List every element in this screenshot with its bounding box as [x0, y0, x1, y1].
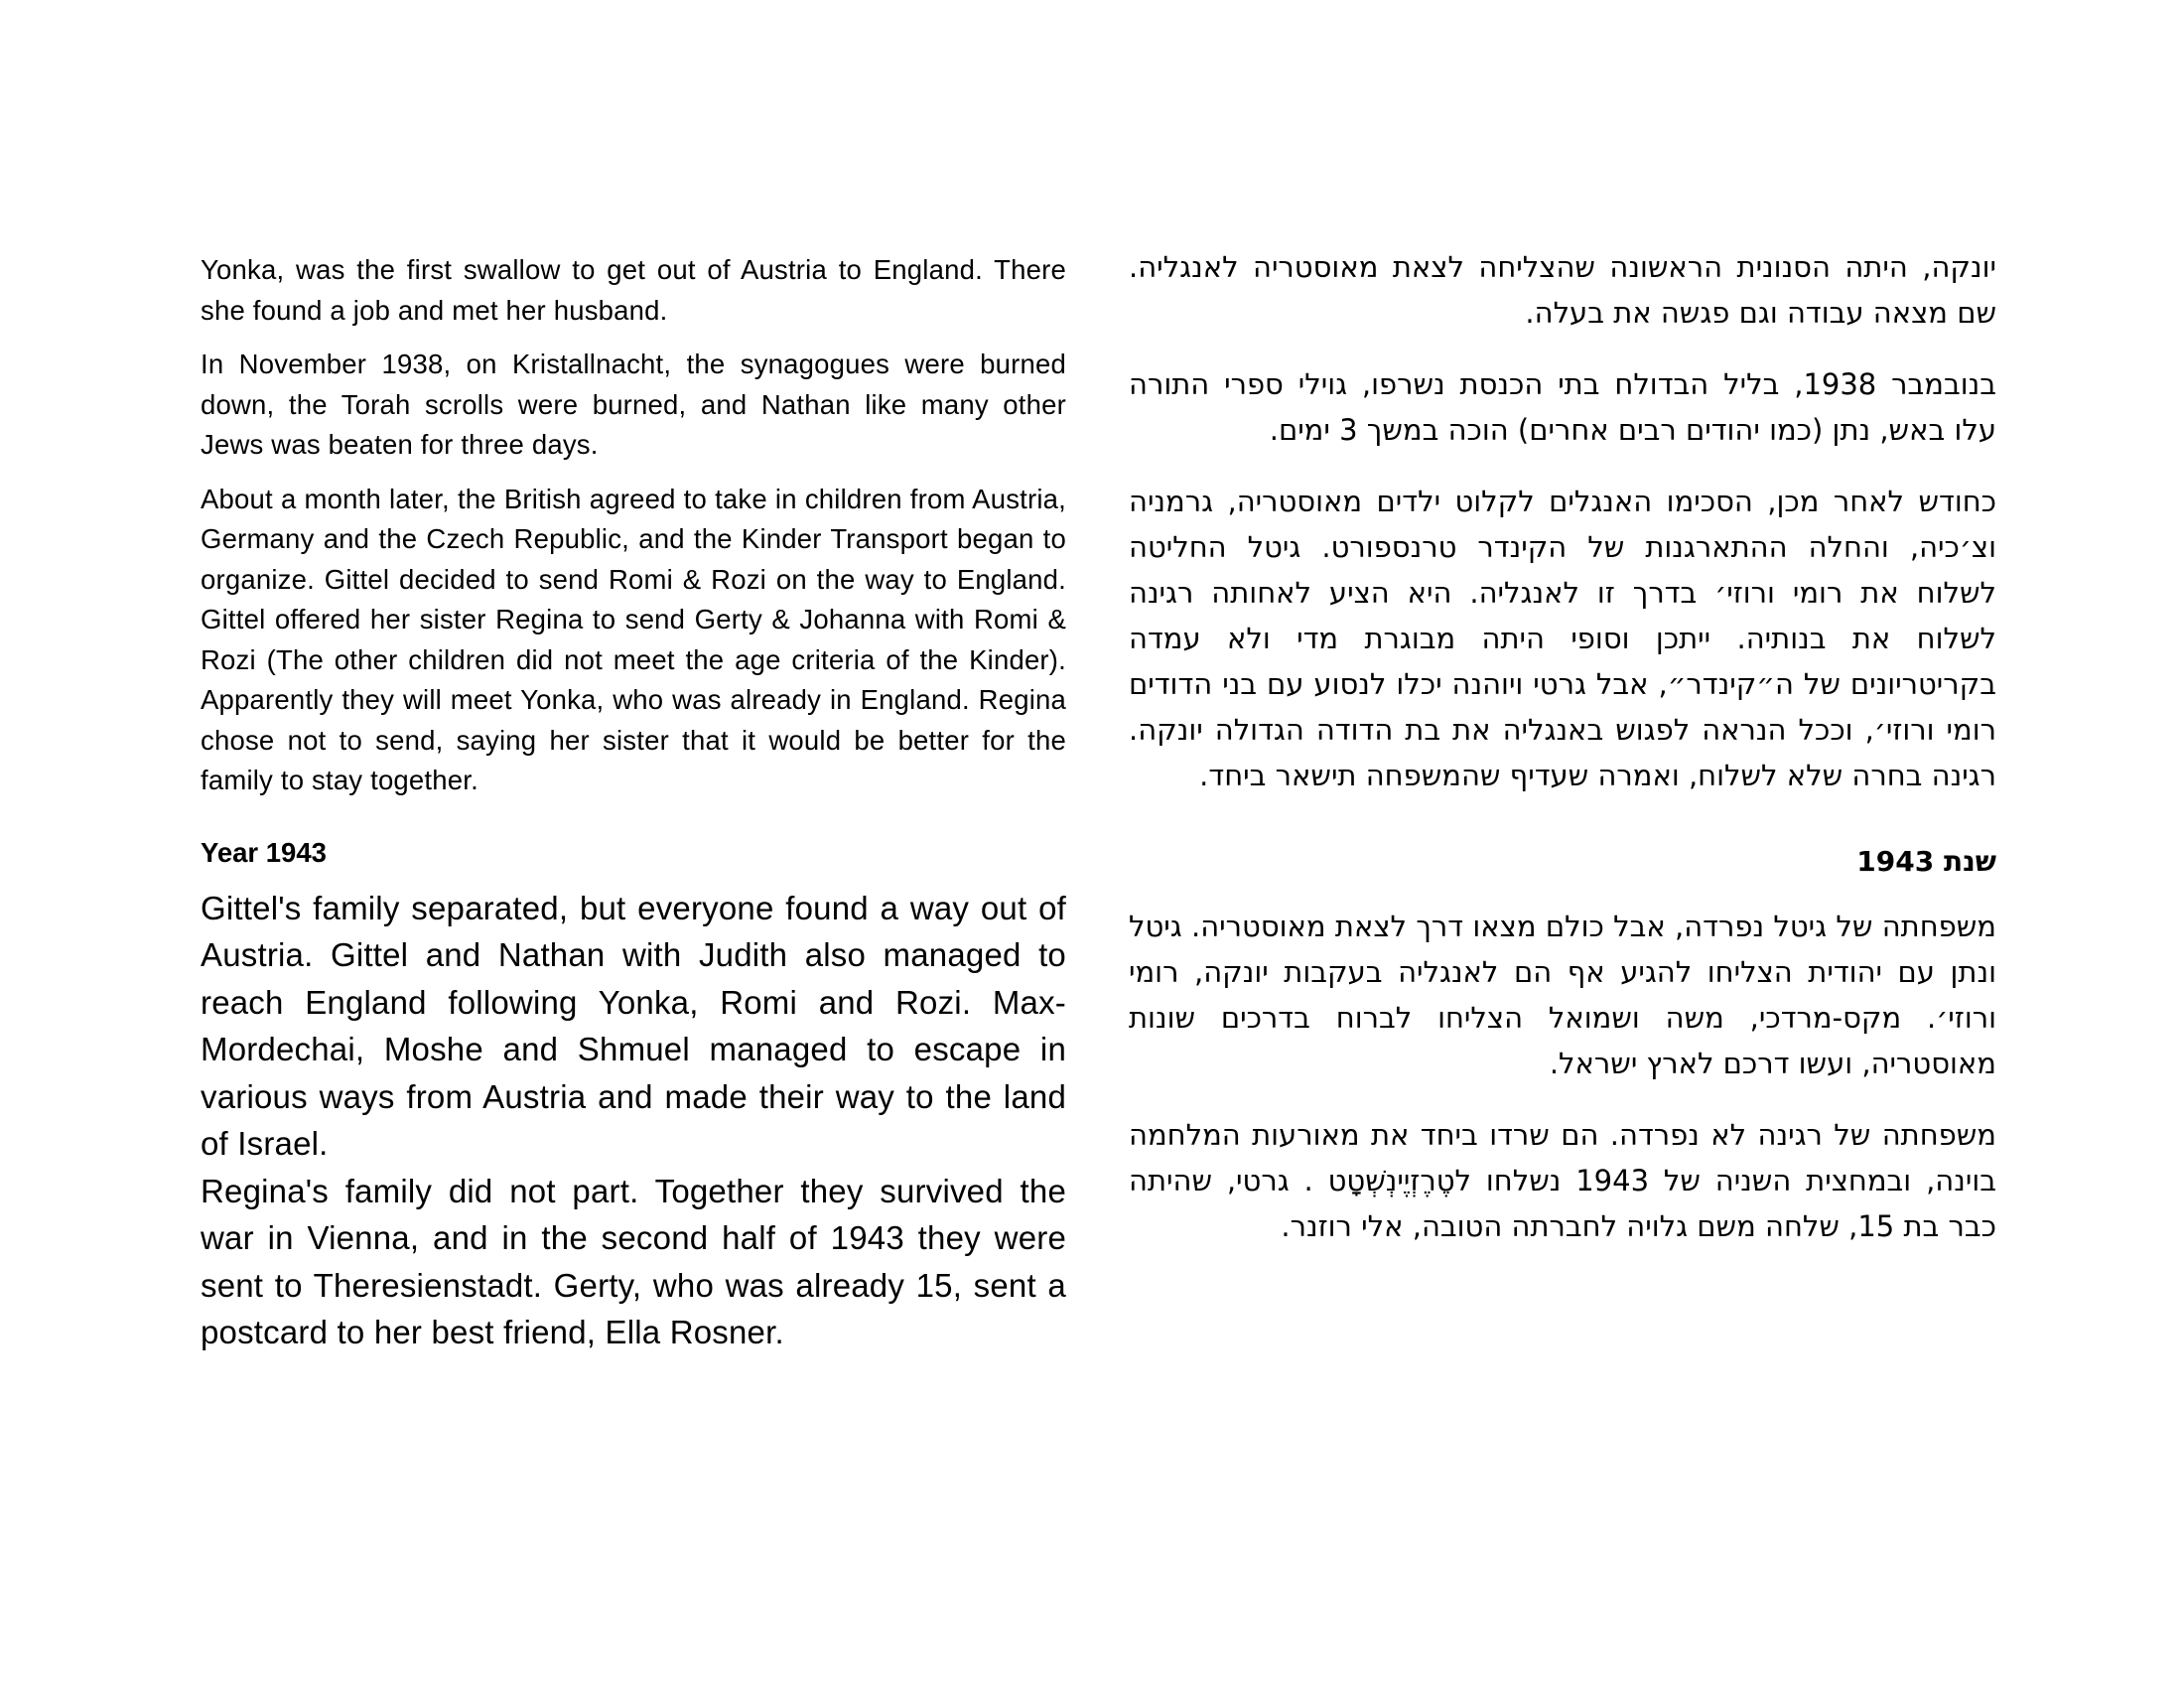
english-paragraph-gittel-family: Gittel's family separated, but everyone found a way out of Austria. Gittel and Nathan with Judith also managed to reach England following Yonka, Romi and Rozi. Max-Mordechai, Moshe and Shmuel managed to escape in various ways from Austria and made their way to the land of Israel.	[201, 889, 1066, 1162]
english-paragraph-kristallnacht: In November 1938, on Kristallnacht, the synagogues were burned down, the Torah scrolls were burned, and Nathan like many other Jews was beaten for three days.	[201, 349, 1066, 460]
hebrew-column	[1129, 244, 1996, 1275]
english-paragraph-kinder-transport: About a month later, the British agreed to take in children from Austria, Germany and the Czech Republic, and the Kinder Transport began to organize. Gittel decided to send Romi & Rozi on the way to England. Gittel offered her sister Regina to send Gerty & Johanna with Romi & Rozi (The other children did not meet the age criteria of the Kinder). Apparently they will meet Yonka, who was already in England. Regina chose not to send, saying her sister that it would be better for the family to stay together.	[201, 483, 1066, 795]
hebrew-paragraph-yonka: יונקה, היתה הסנונית הראשונה שהצליחה לצאת מאוסטריה לאנגליה. שם מצאה עבודה וגם פגשה את בעלה.	[1129, 250, 1996, 330]
hebrew-paragraph-regina-family: משפחתה של רגינה לא נפרדה. הם שרדו ביחד את מאורעות המלחמה בוינה, ובמחצית השניה של 1943 נשלחו לטֶרֶזְיֶינְשְׁטָט . גרטי, שהיתה כבר בת 15, שלחה משם גלויה לחברתה הטובה, אלי רוזנר.	[1129, 1118, 1996, 1243]
hebrew-paragraph-gittel-family: משפחתה של גיטל נפרדה, אבל כולם מצאו דרך לצאת מאוסטריה. גיטל ונתן עם יהודית הצליחו להגיע אף הם לאנגליה בעקבות יונקה, רומי ורוזי׳. מקס-מרדכי, משה ושמואל הצליחו לברוח בדרכים שונות מאוסטריה, ועשו דרכם לארץ ישראל.	[1129, 910, 1996, 1080]
hebrew-paragraph-kristallnacht: בנובמבר 1938, בליל הבדולח בתי הכנסת נשרפו, גוילי ספרי התורה עלו באש, נתן (כמו יהודים רבים אחרים) הוכה במשך 3 ימים.	[1129, 367, 1996, 447]
english-heading-year: Year 1943	[201, 836, 327, 868]
english-column	[201, 250, 1066, 1356]
english-paragraph-yonka: Yonka, was the first swallow to get out of Austria to England. There she found a job and met her husband.	[201, 254, 1066, 326]
english-paragraph-regina-family: Regina's family did not part. Together they survived the war in Vienna, and in the second half of 1943 they were sent to Theresienstadt. Gerty, who was already 15, sent a postcard to her best friend, Ella Rosner.	[201, 1172, 1066, 1350]
hebrew-paragraph-kinder-transport: כחודש לאחר מכן, הסכימו האנגלים לקלוט ילדים מאוסטריה, גרמניה וצ׳כיה, והחלה ההתארגנות של הקינדר טרנספורט. גיטל החליטה לשלוח את רומי ורוזי׳ בדרך זו לאנגליה. היא הציע לאחותה רגינה לשלוח את בנותיה. ייתכן וסופי היתה מבוגרת מדי ולא עמדה בקריטריונים של ה״קינדר״, אבל גרטי ויוהנה יכלו לנסוע עם בני הדודים רומי ורוזי׳, וככל הנראה לפגוש באנגליה את בת הדודה הגדולה יונקה. רגינה בחרה שלא לשלוח, ואמרה שעדיף שהמשפחה תישאר ביחד.	[1129, 485, 1996, 792]
hebrew-heading-year: שנת 1943	[1856, 845, 1996, 878]
